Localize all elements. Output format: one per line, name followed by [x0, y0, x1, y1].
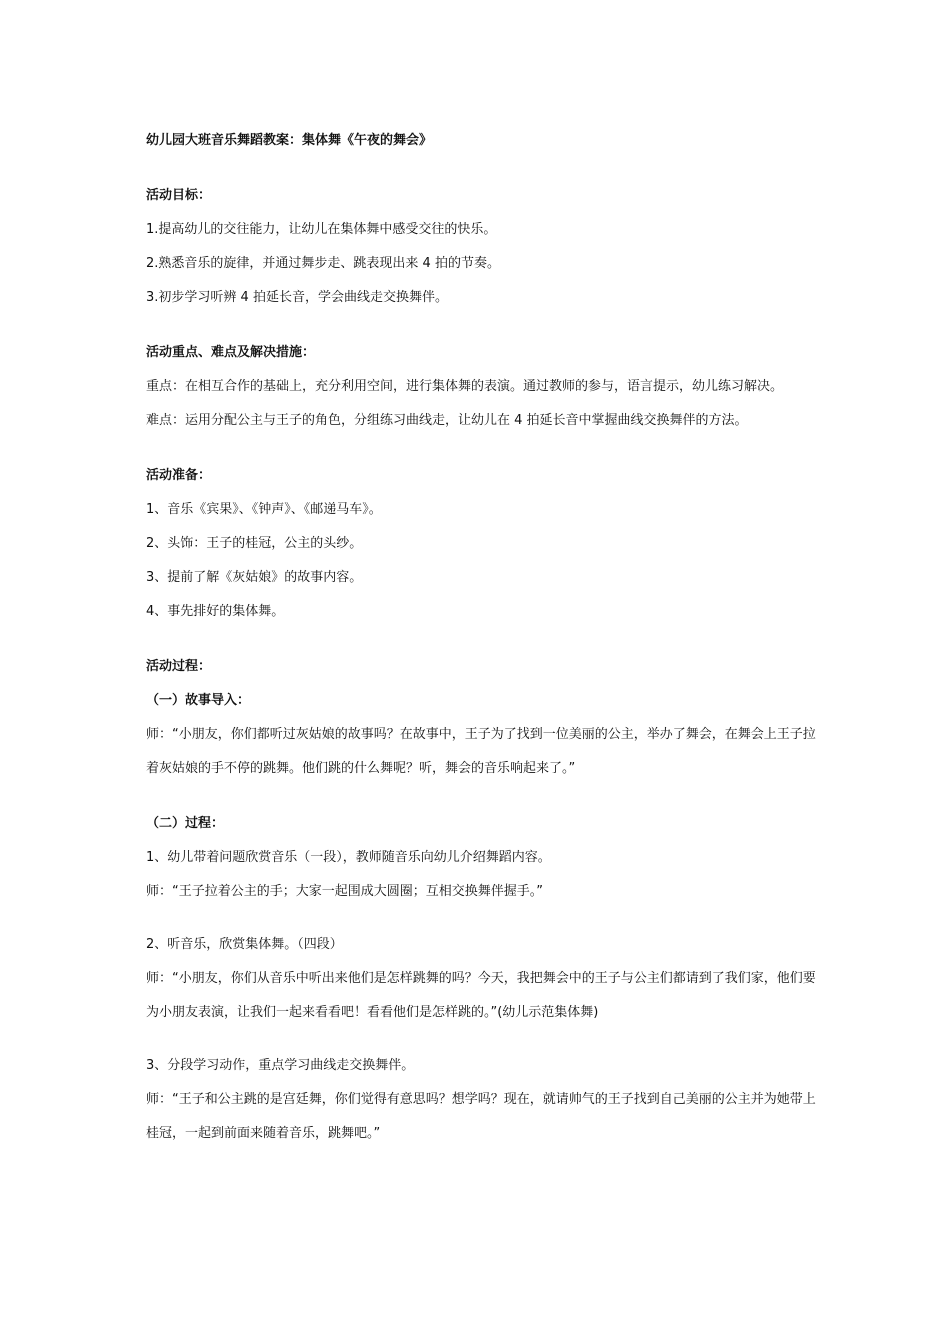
key-point-focus: 重点：在相互合作的基础上，充分利用空间，进行集体舞的表演。通过教师的参与，语言提示，幼儿练习解决。 [146, 379, 784, 394]
intro-text: 师：“小朋友，你们都听过灰姑娘的故事吗？在故事中，王子为了找到一位美丽的公主，举办了舞会，在舞会上王子拉着灰姑娘的手不停的跳舞。他们跳的什么舞呢？听，舞会的音乐响起来了。” [146, 727, 816, 776]
preparation-item: 2、头饰：王子的桂冠，公主的头纱。 [146, 536, 363, 551]
steps-heading: （二）过程： [146, 816, 225, 831]
document-title: 幼儿园大班音乐舞蹈教案：集体舞《午夜的舞会》 [146, 133, 433, 148]
step-1: 1、幼儿带着问题欣赏音乐（一段），教师随音乐向幼儿介绍舞蹈内容。 [146, 850, 551, 865]
intro-heading: （一）故事导入： [146, 693, 251, 708]
key-point-difficulty: 难点：运用分配公主与王子的角色，分组练习曲线走，让幼儿在 4 拍延长音中掌握曲线交换舞伴的方法。 [146, 413, 748, 428]
goal-item: 1.提高幼儿的交往能力，让幼儿在集体舞中感受交往的快乐。 [146, 222, 497, 237]
step-2: 2、听音乐，欣赏集体舞。（四段） [146, 937, 343, 952]
step-1-quote: 师：“王子拉着公主的手；大家一起围成大圆圈；互相交换舞伴握手。” [146, 884, 543, 899]
step-3-quote: 师：“王子和公主跳的是宫廷舞，你们觉得有意思吗？想学吗？现在，就请帅气的王子找到自己美丽的公主并为她带上桂冠，一起到前面来随着音乐，跳舞吧。” [146, 1092, 816, 1141]
document-body [146, 124, 816, 1151]
goal-item: 2.熟悉音乐的旋律，并通过舞步走、跳表现出来 4 拍的节奏。 [146, 256, 500, 271]
preparation-item: 4、事先排好的集体舞。 [146, 604, 285, 619]
step-3: 3、分段学习动作，重点学习曲线走交换舞伴。 [146, 1058, 415, 1073]
step-2-quote: 师：“小朋友，你们从音乐中听出来他们是怎样跳舞的吗？今天，我把舞会中的王子与公主们都请到了我们家，他们要为小朋友表演，让我们一起来看看吧！看看他们是怎样跳的。”(幼儿示范集体舞) [146, 971, 816, 1020]
preparation-item: 1、音乐《宾果》、《钟声》、《邮递马车》。 [146, 502, 382, 517]
goals-heading: 活动目标： [146, 188, 212, 203]
key-points-heading: 活动重点、难点及解决措施： [146, 345, 316, 360]
preparation-heading: 活动准备： [146, 468, 212, 483]
preparation-item: 3、提前了解《灰姑娘》的故事内容。 [146, 570, 363, 585]
process-heading: 活动过程： [146, 659, 212, 674]
goal-item: 3.初步学习听辨 4 拍延长音，学会曲线走交换舞伴。 [146, 290, 448, 305]
